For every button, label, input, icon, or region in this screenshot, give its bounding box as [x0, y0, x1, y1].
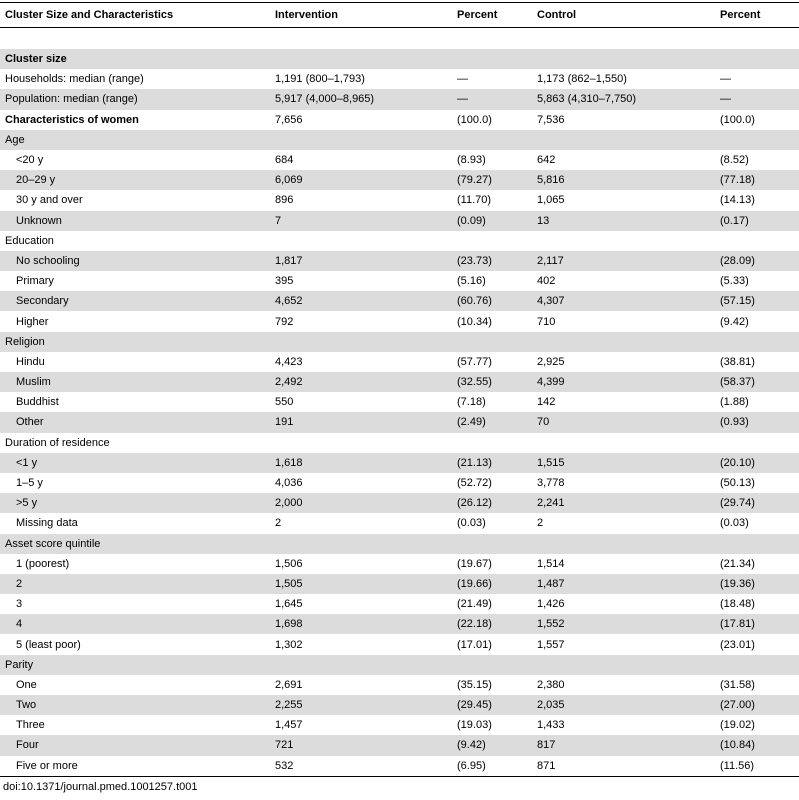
- intervention-percent-cell: (19.66): [452, 574, 532, 594]
- table-row: [0, 513, 799, 533]
- control-percent-cell: —: [720, 73, 731, 86]
- intervention-percent-cell: (6.95): [452, 756, 532, 777]
- intervention-cell: 1,645: [275, 598, 303, 611]
- control-cell: 1,426: [537, 598, 565, 611]
- characteristic-cell: Secondary: [0, 291, 270, 311]
- control-percent-cell: (10.84): [715, 735, 799, 755]
- table-row: [0, 412, 799, 432]
- characteristic-cell: 3: [16, 598, 23, 611]
- table-row: [0, 594, 799, 614]
- control-percent-cell: (0.93): [715, 412, 799, 432]
- table-row: [0, 453, 799, 473]
- intervention-cell: 2: [275, 517, 282, 530]
- intervention-percent-cell: (21.13): [452, 453, 532, 473]
- intervention-cell: 395: [275, 275, 294, 288]
- table-row: [0, 170, 799, 190]
- control-cell: 13: [532, 211, 715, 231]
- table-row: [0, 89, 799, 109]
- table-row: [0, 756, 799, 777]
- control-cell: [532, 130, 715, 150]
- characteristic-cell: Two: [0, 695, 270, 715]
- table-row: [0, 251, 799, 271]
- intervention-percent-cell: (35.15): [457, 678, 492, 691]
- table-row: [0, 634, 799, 654]
- control-percent-cell: (100.0): [720, 113, 755, 126]
- intervention-cell: 1,191 (800–1,793): [275, 73, 365, 86]
- table-row: [0, 110, 799, 130]
- characteristic-cell: 20–29 y: [0, 170, 270, 190]
- characteristic-cell: Higher: [16, 315, 49, 328]
- intervention-percent-cell: (10.34): [457, 315, 492, 328]
- table-row: [0, 190, 799, 210]
- control-cell: [532, 231, 715, 251]
- header-row: [0, 3, 799, 28]
- control-percent-cell: [715, 655, 799, 675]
- intervention-percent-cell: (11.70): [457, 194, 492, 207]
- control-cell: 1,514: [537, 557, 565, 570]
- intervention-percent-cell: (0.03): [457, 517, 486, 530]
- table-row: [0, 271, 799, 291]
- intervention-cell: 792: [275, 315, 294, 328]
- characteristic-cell: Missing data: [16, 517, 78, 530]
- control-cell: 2,925: [537, 355, 565, 368]
- control-percent-cell: (9.42): [720, 315, 749, 328]
- control-cell: 2,117: [532, 251, 715, 271]
- intervention-percent-cell: (9.42): [452, 735, 532, 755]
- control-percent-cell: [715, 534, 799, 554]
- intervention-cell: 7,656: [275, 113, 303, 126]
- intervention-cell: 4,652: [270, 291, 452, 311]
- intervention-percent-cell: [452, 130, 532, 150]
- control-percent-cell: (8.52): [720, 154, 749, 167]
- table-row: [0, 715, 799, 735]
- table-row: [0, 332, 799, 352]
- table-row: [0, 433, 799, 453]
- table-row: [0, 735, 799, 755]
- control-percent-cell: (23.01): [720, 638, 755, 651]
- characteristic-cell: Primary: [16, 275, 54, 288]
- control-cell: 7,536: [537, 113, 565, 126]
- intervention-percent-cell: (32.55): [452, 372, 532, 392]
- control-cell: 1,433: [537, 719, 565, 732]
- control-cell: 70: [532, 412, 715, 432]
- table-row: [0, 291, 799, 311]
- intervention-cell: 2,255: [270, 695, 452, 715]
- control-cell: 642: [537, 154, 556, 167]
- characteristic-cell: 5 (least poor): [16, 638, 81, 651]
- intervention-cell: [270, 534, 452, 554]
- characteristic-cell: No schooling: [0, 251, 270, 271]
- characteristic-cell: Cluster size: [0, 49, 270, 69]
- characteristic-cell: <1 y: [0, 453, 270, 473]
- characteristic-cell: Population: median (range): [0, 89, 270, 109]
- characteristic-cell: 1 (poorest): [16, 557, 70, 570]
- control-cell: 1,487: [532, 574, 715, 594]
- control-percent-cell: (77.18): [715, 170, 799, 190]
- intervention-percent-cell: [452, 332, 532, 352]
- characteristic-cell: >5 y: [0, 493, 270, 513]
- control-percent-cell: (58.37): [715, 372, 799, 392]
- intervention-percent-cell: [452, 231, 532, 251]
- characteristics-table: [0, 2, 799, 777]
- intervention-percent-cell: (26.12): [452, 493, 532, 513]
- control-cell: 142: [537, 396, 556, 409]
- intervention-percent-cell: (0.09): [452, 211, 532, 231]
- control-cell: 4,399: [532, 372, 715, 392]
- table-row: [0, 130, 799, 150]
- intervention-cell: 6,069: [270, 170, 452, 190]
- intervention-cell: 550: [275, 396, 294, 409]
- table-header: [0, 3, 799, 28]
- doi-caption: doi:10.1371/journal.pmed.1001257.t001: [3, 781, 198, 793]
- table-row: [0, 49, 799, 69]
- characteristic-cell: 4: [0, 614, 270, 634]
- intervention-cell: [270, 49, 452, 69]
- control-percent-cell: (57.15): [715, 291, 799, 311]
- control-cell: [532, 655, 715, 675]
- intervention-percent-cell: (21.49): [457, 598, 492, 611]
- control-cell: 1,173 (862–1,550): [537, 73, 627, 86]
- top-rule: [0, 28, 799, 50]
- characteristic-cell: Duration of residence: [5, 436, 110, 449]
- characteristic-cell: Buddhist: [16, 396, 59, 409]
- control-cell: 2,380: [537, 678, 565, 691]
- intervention-cell: 1,698: [270, 614, 452, 634]
- table-body: [0, 49, 799, 776]
- intervention-cell: 2,691: [275, 678, 303, 691]
- intervention-percent-cell: [452, 49, 532, 69]
- control-percent-cell: (31.58): [720, 678, 755, 691]
- control-percent-cell: (17.81): [715, 614, 799, 634]
- control-percent-cell: [715, 49, 799, 69]
- control-percent-cell: —: [715, 89, 799, 109]
- table-row: [0, 473, 799, 493]
- characteristic-cell: 2: [0, 574, 270, 594]
- table-row: [0, 554, 799, 574]
- table-top-spacer: [0, 28, 799, 50]
- intervention-cell: [270, 655, 452, 675]
- intervention-cell: [270, 130, 452, 150]
- control-percent-cell: (18.48): [720, 598, 755, 611]
- intervention-cell: 1,618: [270, 453, 452, 473]
- table-row: [0, 150, 799, 170]
- intervention-percent-cell: (60.76): [452, 291, 532, 311]
- characteristic-cell: Parity: [0, 655, 270, 675]
- intervention-percent-cell: (19.67): [457, 557, 492, 570]
- intervention-cell: 1,302: [275, 638, 303, 651]
- intervention-cell: 1,505: [270, 574, 452, 594]
- control-percent-cell: (38.81): [720, 355, 755, 368]
- control-cell: [532, 332, 715, 352]
- characteristic-cell: Muslim: [0, 372, 270, 392]
- table-row: [0, 675, 799, 695]
- table-row: [0, 352, 799, 372]
- table-row: [0, 311, 799, 331]
- characteristic-cell: One: [16, 678, 37, 691]
- characteristic-cell: 1–5 y: [16, 477, 43, 490]
- intervention-cell: 4,036: [275, 477, 303, 490]
- characteristic-cell: 30 y and over: [16, 194, 83, 207]
- intervention-cell: 2,492: [270, 372, 452, 392]
- table-row: [0, 392, 799, 412]
- control-percent-cell: [715, 130, 799, 150]
- intervention-cell: 684: [275, 154, 294, 167]
- table-row: [0, 211, 799, 231]
- control-cell: 4,307: [532, 291, 715, 311]
- characteristic-cell: Education: [5, 234, 54, 247]
- control-cell: [532, 433, 715, 453]
- characteristic-cell: Unknown: [0, 211, 270, 231]
- intervention-percent-cell: (23.73): [452, 251, 532, 271]
- intervention-cell: 2,000: [270, 493, 452, 513]
- header-intervention: Intervention: [270, 3, 452, 28]
- characteristic-cell: Religion: [0, 332, 270, 352]
- intervention-cell: [270, 231, 452, 251]
- control-percent-cell: [715, 332, 799, 352]
- characteristic-cell: <20 y: [16, 154, 44, 167]
- control-percent-cell: [715, 231, 799, 251]
- intervention-cell: 532: [270, 756, 452, 777]
- control-percent-cell: (5.33): [720, 275, 749, 288]
- characteristic-cell: Other: [0, 412, 270, 432]
- intervention-percent-cell: [452, 655, 532, 675]
- intervention-percent-cell: (17.01): [457, 638, 492, 651]
- control-cell: 5,863 (4,310–7,750): [532, 89, 715, 109]
- table-row: [0, 69, 799, 89]
- characteristic-cell: Characteristics of women: [5, 113, 139, 126]
- characteristic-cell: Age: [0, 130, 270, 150]
- intervention-percent-cell: (19.03): [457, 719, 492, 732]
- control-cell: 1,557: [537, 638, 565, 651]
- intervention-percent-cell: (52.72): [457, 477, 492, 490]
- control-percent-cell: (19.02): [720, 719, 755, 732]
- control-cell: [532, 534, 715, 554]
- control-percent-cell: (14.13): [720, 194, 755, 207]
- control-percent-cell: (29.74): [715, 493, 799, 513]
- intervention-cell: 721: [270, 735, 452, 755]
- control-cell: [532, 49, 715, 69]
- control-percent-cell: (27.00): [715, 695, 799, 715]
- control-percent-cell: (20.10): [715, 453, 799, 473]
- intervention-cell: 4,423: [275, 355, 303, 368]
- control-cell: 5,816: [532, 170, 715, 190]
- intervention-cell: 7: [270, 211, 452, 231]
- intervention-percent-cell: (7.18): [457, 396, 486, 409]
- table-row: [0, 574, 799, 594]
- table-row: [0, 372, 799, 392]
- characteristic-cell: Five or more: [0, 756, 270, 777]
- characteristic-cell: Hindu: [16, 355, 45, 368]
- control-cell: 710: [537, 315, 556, 328]
- intervention-percent-cell: [452, 433, 532, 453]
- control-cell: 1,552: [532, 614, 715, 634]
- control-cell: 2,241: [532, 493, 715, 513]
- control-cell: 3,778: [537, 477, 565, 490]
- intervention-percent-cell: (2.49): [452, 412, 532, 432]
- intervention-percent-cell: (79.27): [452, 170, 532, 190]
- control-cell: 871: [532, 756, 715, 777]
- control-cell: 2,035: [532, 695, 715, 715]
- control-percent-cell: (21.34): [720, 557, 755, 570]
- header-characteristics: Cluster Size and Characteristics: [0, 3, 270, 28]
- intervention-percent-cell: —: [452, 89, 532, 109]
- header-intervention-percent: Percent: [452, 3, 532, 28]
- control-percent-cell: [715, 433, 799, 453]
- table-row: [0, 655, 799, 675]
- control-percent-cell: (28.09): [715, 251, 799, 271]
- control-cell: 2: [537, 517, 544, 530]
- table-row: [0, 493, 799, 513]
- table-row: [0, 231, 799, 251]
- intervention-percent-cell: (29.45): [452, 695, 532, 715]
- intervention-cell: 191: [270, 412, 452, 432]
- characteristic-cell: Four: [0, 735, 270, 755]
- intervention-percent-cell: [452, 534, 532, 554]
- control-percent-cell: (1.88): [720, 396, 749, 409]
- header-control-percent: Percent: [715, 3, 799, 28]
- intervention-percent-cell: (22.18): [452, 614, 532, 634]
- characteristic-cell: Asset score quintile: [0, 534, 270, 554]
- control-cell: 817: [532, 735, 715, 755]
- intervention-cell: [270, 433, 452, 453]
- control-percent-cell: (19.36): [715, 574, 799, 594]
- characteristic-cell: Households: median (range): [5, 73, 144, 86]
- intervention-percent-cell: (5.16): [457, 275, 486, 288]
- control-cell: 1,515: [532, 453, 715, 473]
- header-control: Control: [532, 3, 715, 28]
- intervention-cell: 1,817: [270, 251, 452, 271]
- control-cell: 402: [537, 275, 556, 288]
- control-percent-cell: (0.03): [720, 517, 749, 530]
- control-cell: 1,065: [537, 194, 565, 207]
- characteristic-cell: Three: [16, 719, 45, 732]
- intervention-percent-cell: —: [457, 73, 468, 86]
- intervention-percent-cell: (8.93): [457, 154, 486, 167]
- intervention-percent-cell: (57.77): [457, 355, 492, 368]
- table-row: [0, 534, 799, 554]
- table-row: [0, 695, 799, 715]
- control-percent-cell: (11.56): [715, 756, 799, 777]
- intervention-cell: 1,506: [275, 557, 303, 570]
- intervention-cell: [270, 332, 452, 352]
- intervention-cell: 5,917 (4,000–8,965): [270, 89, 452, 109]
- intervention-cell: 1,457: [275, 719, 303, 732]
- control-percent-cell: (50.13): [720, 477, 755, 490]
- table-row: [0, 614, 799, 634]
- intervention-cell: 896: [275, 194, 294, 207]
- control-percent-cell: (0.17): [715, 211, 799, 231]
- intervention-percent-cell: (100.0): [457, 113, 492, 126]
